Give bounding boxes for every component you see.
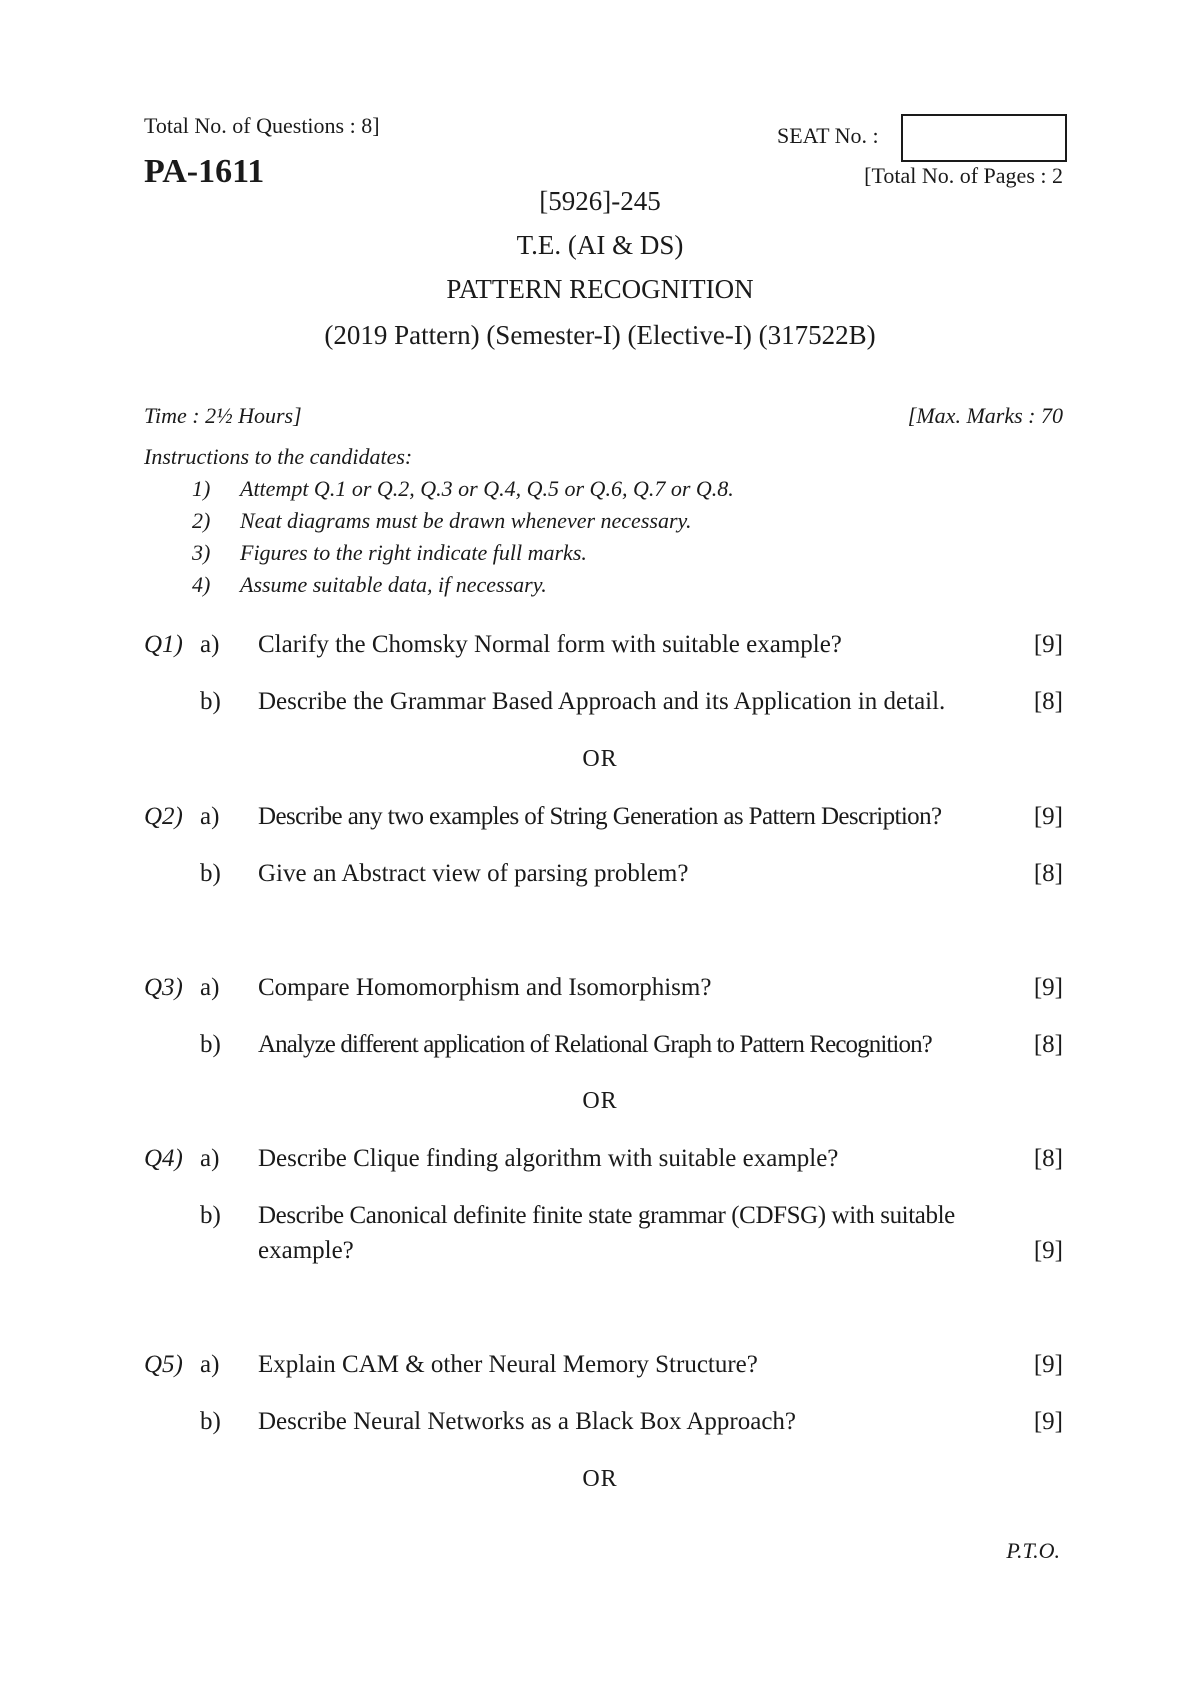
question-marks: [9] [1033,1351,1063,1378]
subquestion-letter: a) [200,1145,220,1172]
paper-code: PA-1611 [144,153,265,190]
question-number: Q2) [144,803,183,830]
question-text: Describe any two examples of String Generation as Pattern Description? [258,803,942,830]
question-marks: [8] [1033,688,1063,715]
question-number: Q1) [144,631,183,658]
subquestion-letter: b) [200,1408,221,1435]
question-marks: [9] [1033,1237,1063,1264]
pattern-line: (2019 Pattern) (Semester-I) (Elective-I) (317522B) [324,320,876,350]
time-allowed: Time : 2½ Hours] [144,403,302,428]
subquestion-letter: a) [200,803,220,830]
question-text-continuation: example? [258,1237,354,1264]
instruction-text: Attempt Q.1 or Q.2, Q.3 or Q.4, Q.5 or Q.6, Q.7 or Q.8. [240,476,734,501]
instruction-text: Figures to the right indicate full marks. [240,540,587,565]
instruction-number: 3) [192,540,211,565]
question-text: Explain CAM & other Neural Memory Structure? [258,1351,758,1378]
page-turn-over: P.T.O. [1006,1538,1060,1563]
instruction-number: 2) [192,508,211,533]
subject-title: PATTERN RECOGNITION [446,274,754,304]
instructions-title: Instructions to the candidates: [144,444,413,469]
question-text: Describe Canonical definite finite state grammar (CDFSG) with suitable [258,1202,955,1229]
question-text: Give an Abstract view of parsing problem? [258,860,689,887]
question-marks: [8] [1033,860,1063,887]
instruction-number: 4) [192,572,211,597]
question-marks: [9] [1033,803,1063,830]
instruction-number: 1) [192,476,211,501]
subquestion-letter: b) [200,688,221,715]
or-separator: OR [582,1088,618,1114]
seat-number-label: SEAT No. : [777,123,879,148]
question-text: Describe Clique finding algorithm with suitable example? [258,1145,839,1172]
subquestion-letter: a) [200,974,220,1001]
or-separator: OR [582,746,618,772]
subquestion-letter: b) [200,1202,221,1229]
instruction-text: Neat diagrams must be drawn whenever necessary. [240,508,692,533]
subquestion-letter: b) [200,860,221,887]
seat-number-box[interactable] [901,114,1067,162]
question-marks: [9] [1033,1408,1063,1435]
question-marks: [9] [1033,974,1063,1001]
subquestion-letter: a) [200,631,220,658]
question-marks: [8] [1033,1145,1063,1172]
or-separator: OR [582,1466,618,1492]
total-pages: [Total No. of Pages : 2 [864,163,1063,188]
question-marks: [9] [1033,631,1063,658]
subquestion-letter: a) [200,1351,220,1378]
max-marks: [Max. Marks : 70 [907,403,1063,428]
question-text: Clarify the Chomsky Normal form with suitable example? [258,631,842,658]
subquestion-letter: b) [200,1031,221,1058]
question-marks: [8] [1033,1031,1063,1058]
total-questions: Total No. of Questions : 8] [144,113,380,138]
instruction-text: Assume suitable data, if necessary. [240,572,547,597]
exam-code: [5926]-245 [539,186,661,216]
course-title: T.E. (AI & DS) [516,230,684,260]
question-text: Compare Homomorphism and Isomorphism? [258,974,712,1001]
question-text: Analyze different application of Relational Graph to Pattern Recognition? [258,1031,932,1058]
question-number: Q3) [144,974,183,1001]
question-number: Q4) [144,1145,183,1172]
question-text: Describe the Grammar Based Approach and its Application in detail. [258,688,946,715]
question-number: Q5) [144,1351,183,1378]
question-text: Describe Neural Networks as a Black Box Approach? [258,1408,797,1435]
